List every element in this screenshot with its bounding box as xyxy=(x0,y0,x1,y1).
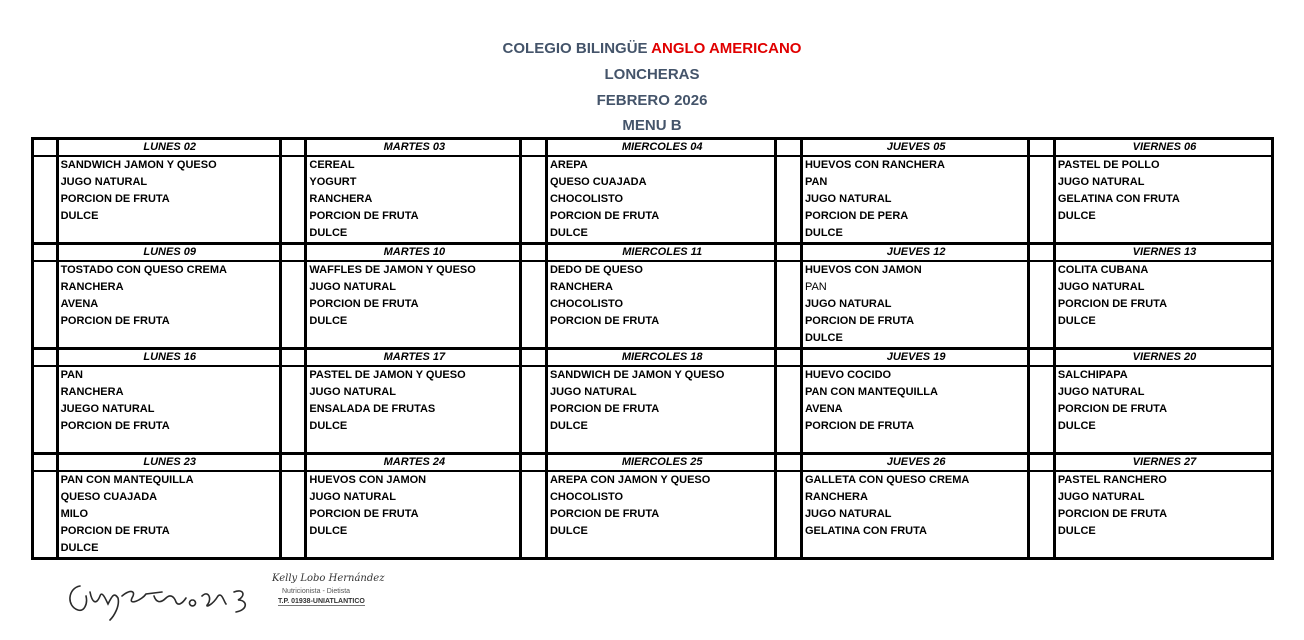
menu-item: COLITA CUBANA xyxy=(1057,264,1149,276)
column-spacer xyxy=(280,225,306,244)
column-spacer xyxy=(521,418,547,435)
menu-item: DULCE xyxy=(549,525,588,537)
column-spacer xyxy=(776,313,802,330)
handwritten-signature xyxy=(62,566,262,622)
day-header: MIERCOLES 18 xyxy=(546,349,775,367)
day-header: VIERNES 06 xyxy=(1054,139,1272,157)
menu-item: PORCION DE FRUTA xyxy=(549,210,660,222)
menu-item-row xyxy=(33,225,1273,244)
menu-item: CHOCOLISTO xyxy=(549,298,624,310)
menu-item: HUEVO COCIDO xyxy=(804,369,892,381)
column-spacer xyxy=(776,174,802,191)
day-header: MIERCOLES 25 xyxy=(546,454,775,472)
menu-item: PORCION DE FRUTA xyxy=(549,508,660,520)
menu-item: PORCION DE FRUTA xyxy=(549,403,660,415)
column-spacer xyxy=(776,139,802,157)
menu-title: MENU B xyxy=(622,117,682,134)
menu-item: AREPA xyxy=(549,159,588,171)
column-spacer xyxy=(1029,330,1055,349)
menu-item: QUESO CUAJADA xyxy=(549,176,647,188)
menu-item-row xyxy=(33,418,1273,435)
column-spacer xyxy=(521,174,547,191)
column-spacer xyxy=(1029,506,1055,523)
column-spacer xyxy=(33,191,58,208)
column-spacer xyxy=(280,401,306,418)
day-header: LUNES 16 xyxy=(57,349,280,367)
menu-item: GELATINA CON FRUTA xyxy=(804,525,927,537)
column-spacer xyxy=(776,261,802,279)
menu-item: PASTEL RANCHERO xyxy=(1057,474,1167,486)
stamp-license: T.P. 01938-UNIATLANTICO xyxy=(278,598,365,605)
column-spacer xyxy=(280,330,306,349)
column-spacer xyxy=(776,225,802,244)
menu-item-row xyxy=(33,261,1273,279)
column-spacer xyxy=(1029,244,1055,262)
column-spacer xyxy=(521,471,547,489)
column-spacer xyxy=(280,156,306,174)
menu-item: JUGO NATURAL xyxy=(804,508,892,520)
day-header: MARTES 03 xyxy=(306,139,521,157)
menu-item: AREPA CON JAMON Y QUESO xyxy=(549,474,711,486)
menu-item: HUEVOS CON JAMON xyxy=(309,474,427,486)
column-spacer xyxy=(521,366,547,384)
menu-item: DULCE xyxy=(1057,420,1096,432)
column-spacer xyxy=(33,540,58,559)
menu-item: HUEVOS CON JAMON xyxy=(804,264,922,276)
menu-item: PORCION DE FRUTA xyxy=(549,315,660,327)
column-spacer xyxy=(33,313,58,330)
menu-item: PAN CON MANTEQUILLA xyxy=(60,474,194,486)
menu-item: PORCION DE FRUTA xyxy=(60,315,170,327)
column-spacer xyxy=(521,506,547,523)
column-spacer xyxy=(280,191,306,208)
menu-item xyxy=(57,330,280,349)
menu-item-row xyxy=(33,279,1273,296)
column-spacer xyxy=(1029,489,1055,506)
column-spacer xyxy=(1029,296,1055,313)
column-spacer xyxy=(33,330,58,349)
column-spacer xyxy=(776,454,802,472)
column-spacer xyxy=(280,261,306,279)
column-spacer xyxy=(1029,366,1055,384)
column-spacer xyxy=(33,244,58,262)
column-spacer xyxy=(1029,471,1055,489)
column-spacer xyxy=(280,244,306,262)
column-spacer xyxy=(776,506,802,523)
menu-item-row xyxy=(33,523,1273,540)
day-header: JUEVES 05 xyxy=(801,139,1028,157)
day-header: VIERNES 20 xyxy=(1054,349,1272,367)
column-spacer xyxy=(33,156,58,174)
menu-item xyxy=(1054,540,1272,559)
menu-item: DULCE xyxy=(1057,210,1096,222)
menu-item: RANCHERA xyxy=(549,281,613,293)
menu-item: PORCION DE PERA xyxy=(804,210,909,222)
column-spacer xyxy=(33,384,58,401)
column-spacer xyxy=(776,156,802,174)
menu-item: MILO xyxy=(60,508,89,520)
menu-item-row xyxy=(33,296,1273,313)
menu-item: RANCHERA xyxy=(804,491,868,503)
menu-item: DULCE xyxy=(549,227,588,239)
column-spacer xyxy=(776,418,802,435)
lunch-menu-table xyxy=(31,137,1274,560)
menu-item: JUEGO NATURAL xyxy=(60,403,155,415)
column-spacer xyxy=(521,191,547,208)
stamp-name: Kelly Lobo Hernández xyxy=(272,573,385,584)
menu-body xyxy=(33,139,1273,559)
menu-item-row xyxy=(33,506,1273,523)
column-spacer xyxy=(1029,349,1055,367)
menu-item: GALLETA CON QUESO CREMA xyxy=(804,474,970,486)
column-spacer xyxy=(521,313,547,330)
menu-item: JUGO NATURAL xyxy=(309,386,396,398)
menu-item-row xyxy=(33,401,1273,418)
column-spacer xyxy=(1029,384,1055,401)
menu-item: PORCION DE FRUTA xyxy=(309,508,419,520)
column-spacer xyxy=(280,296,306,313)
menu-item: ENSALADA DE FRUTAS xyxy=(309,403,436,415)
menu-item xyxy=(306,435,521,454)
column-spacer xyxy=(521,454,547,472)
day-header: MARTES 17 xyxy=(306,349,521,367)
menu-item: PORCION DE FRUTA xyxy=(60,193,170,205)
column-spacer xyxy=(280,349,306,367)
menu-item xyxy=(1054,435,1272,454)
column-spacer xyxy=(1029,279,1055,296)
menu-item: DULCE xyxy=(1057,525,1096,537)
menu-item: JUGO NATURAL xyxy=(804,193,892,205)
column-spacer xyxy=(33,435,58,454)
column-spacer xyxy=(33,418,58,435)
school-title xyxy=(0,40,1304,57)
menu-item: JUGO NATURAL xyxy=(1057,491,1145,503)
day-header-row xyxy=(33,349,1273,367)
menu-item: SANDWICH JAMON Y QUESO xyxy=(60,159,217,171)
column-spacer xyxy=(33,279,58,296)
menu-item: AVENA xyxy=(60,298,99,310)
menu-item: PAN xyxy=(804,281,827,293)
menu-item: DULCE xyxy=(1057,315,1096,327)
menu-item: QUESO CUAJADA xyxy=(60,491,158,503)
menu-item: JUGO NATURAL xyxy=(1057,386,1145,398)
menu-item: PASTEL DE POLLO xyxy=(1057,159,1160,171)
menu-item: JUGO NATURAL xyxy=(549,386,637,398)
menu-item: PORCION DE FRUTA xyxy=(804,315,915,327)
menu-item xyxy=(57,435,280,454)
column-spacer xyxy=(521,244,547,262)
menu-item xyxy=(306,330,521,349)
day-header: MARTES 10 xyxy=(306,244,521,262)
column-spacer xyxy=(1029,208,1055,225)
column-spacer xyxy=(521,401,547,418)
column-spacer xyxy=(33,296,58,313)
column-spacer xyxy=(33,349,58,367)
column-spacer xyxy=(33,208,58,225)
menu-item: DULCE xyxy=(804,332,843,344)
menu-item: PAN CON MANTEQUILLA xyxy=(804,386,938,398)
menu-item-row xyxy=(33,156,1273,174)
menu-item-row xyxy=(33,330,1273,349)
day-header: MIERCOLES 04 xyxy=(546,139,775,157)
column-spacer xyxy=(33,489,58,506)
menu-item-row xyxy=(33,313,1273,330)
menu-item: PORCION DE FRUTA xyxy=(309,210,419,222)
menu-item xyxy=(306,540,521,559)
menu-item: DEDO DE QUESO xyxy=(549,264,643,276)
menu-item: JUGO NATURAL xyxy=(1057,176,1145,188)
menu-item: TOSTADO CON QUESO CREMA xyxy=(60,264,227,276)
column-spacer xyxy=(1029,225,1055,244)
column-spacer xyxy=(1029,523,1055,540)
column-spacer xyxy=(280,208,306,225)
menu-item: PORCION DE FRUTA xyxy=(1057,508,1168,520)
column-spacer xyxy=(1029,313,1055,330)
column-spacer xyxy=(280,506,306,523)
column-spacer xyxy=(521,208,547,225)
column-spacer xyxy=(1029,261,1055,279)
column-spacer xyxy=(521,330,547,349)
column-spacer xyxy=(776,384,802,401)
column-spacer xyxy=(280,139,306,157)
column-spacer xyxy=(776,296,802,313)
column-spacer xyxy=(521,296,547,313)
menu-item: CEREAL xyxy=(309,159,355,171)
column-spacer xyxy=(776,366,802,384)
menu-item: RANCHERA xyxy=(309,193,373,205)
menu-item: DULCE xyxy=(804,227,843,239)
menu-item: AVENA xyxy=(804,403,843,415)
menu-item-row xyxy=(33,208,1273,225)
menu-item-row xyxy=(33,384,1273,401)
menu-item xyxy=(801,540,1028,559)
column-spacer xyxy=(521,489,547,506)
day-header: JUEVES 19 xyxy=(801,349,1028,367)
column-spacer xyxy=(776,330,802,349)
column-spacer xyxy=(1029,540,1055,559)
column-spacer xyxy=(33,401,58,418)
column-spacer xyxy=(521,540,547,559)
column-spacer xyxy=(776,279,802,296)
menu-item: JUGO NATURAL xyxy=(60,176,148,188)
column-spacer xyxy=(776,523,802,540)
column-spacer xyxy=(776,471,802,489)
menu-item: DULCE xyxy=(60,542,99,554)
column-spacer xyxy=(521,225,547,244)
menu-item: DULCE xyxy=(309,227,348,239)
column-spacer xyxy=(521,523,547,540)
column-spacer xyxy=(33,506,58,523)
day-header: MIERCOLES 11 xyxy=(546,244,775,262)
menu-item: PAN xyxy=(804,176,828,188)
subtitle: LONCHERAS xyxy=(604,66,700,83)
column-spacer xyxy=(776,489,802,506)
day-header-row xyxy=(33,454,1273,472)
menu-item-row xyxy=(33,191,1273,208)
column-spacer xyxy=(1029,418,1055,435)
menu-item: YOGURT xyxy=(309,176,357,188)
day-header: VIERNES 13 xyxy=(1054,244,1272,262)
menu-item-row xyxy=(33,489,1273,506)
stamp-role: Nutricionista - Dietista xyxy=(282,588,351,595)
menu-item: HUEVOS CON RANCHERA xyxy=(804,159,945,171)
column-spacer xyxy=(1029,191,1055,208)
column-spacer xyxy=(33,261,58,279)
menu-item: CHOCOLISTO xyxy=(549,491,624,503)
menu-item: SALCHIPAPA xyxy=(1057,369,1128,381)
menu-item: PORCION DE FRUTA xyxy=(1057,403,1168,415)
menu-item: PORCION DE FRUTA xyxy=(60,420,170,432)
menu-item xyxy=(1054,330,1272,349)
column-spacer xyxy=(280,454,306,472)
menu-item: DULCE xyxy=(60,210,99,222)
column-spacer xyxy=(280,279,306,296)
column-spacer xyxy=(1029,139,1055,157)
column-spacer xyxy=(280,384,306,401)
menu-item-row xyxy=(33,471,1273,489)
column-spacer xyxy=(1029,435,1055,454)
menu-item: PORCION DE FRUTA xyxy=(1057,298,1168,310)
menu-item: WAFFLES DE JAMON Y QUESO xyxy=(309,264,476,276)
column-spacer xyxy=(521,139,547,157)
menu-item: JUGO NATURAL xyxy=(309,491,396,503)
menu-item: JUGO NATURAL xyxy=(1057,281,1145,293)
menu-item xyxy=(546,330,775,349)
menu-item: JUGO NATURAL xyxy=(309,281,396,293)
column-spacer xyxy=(33,523,58,540)
day-header-row xyxy=(33,139,1273,157)
menu-item: DULCE xyxy=(309,525,348,537)
menu-item: PAN xyxy=(60,369,83,381)
menu-item-row xyxy=(33,540,1273,559)
column-spacer xyxy=(776,540,802,559)
column-spacer xyxy=(33,471,58,489)
column-spacer xyxy=(521,261,547,279)
column-spacer xyxy=(280,489,306,506)
day-header: JUEVES 26 xyxy=(801,454,1028,472)
column-spacer xyxy=(776,244,802,262)
menu-item: PORCION DE FRUTA xyxy=(309,298,419,310)
column-spacer xyxy=(33,366,58,384)
menu-item: GELATINA CON FRUTA xyxy=(1057,193,1180,205)
menu-item xyxy=(801,435,1028,454)
menu-item: DULCE xyxy=(549,420,588,432)
column-spacer xyxy=(1029,156,1055,174)
column-spacer xyxy=(521,156,547,174)
nutritionist-stamp xyxy=(268,573,408,623)
column-spacer xyxy=(521,435,547,454)
column-spacer xyxy=(521,279,547,296)
column-spacer xyxy=(280,313,306,330)
menu-item: DULCE xyxy=(309,315,348,327)
menu-item-row xyxy=(33,174,1273,191)
column-spacer xyxy=(280,418,306,435)
day-header: MARTES 24 xyxy=(306,454,521,472)
column-spacer xyxy=(776,401,802,418)
column-spacer xyxy=(280,174,306,191)
column-spacer xyxy=(33,225,58,244)
day-header: LUNES 09 xyxy=(57,244,280,262)
menu-item xyxy=(546,435,775,454)
column-spacer xyxy=(1029,174,1055,191)
column-spacer xyxy=(776,435,802,454)
column-spacer xyxy=(280,540,306,559)
day-header: VIERNES 27 xyxy=(1054,454,1272,472)
column-spacer xyxy=(776,349,802,367)
day-header: LUNES 23 xyxy=(57,454,280,472)
column-spacer xyxy=(776,191,802,208)
day-header: JUEVES 12 xyxy=(801,244,1028,262)
menu-item: DULCE xyxy=(309,420,348,432)
school-highlight: ANGLO AMERICANO xyxy=(651,40,802,57)
menu-item xyxy=(546,540,775,559)
menu-item: SANDWICH DE JAMON Y QUESO xyxy=(549,369,725,381)
column-spacer xyxy=(33,454,58,472)
menu-item: CHOCOLISTO xyxy=(549,193,624,205)
column-spacer xyxy=(1029,401,1055,418)
column-spacer xyxy=(280,471,306,489)
menu-item: RANCHERA xyxy=(60,386,124,398)
column-spacer xyxy=(521,349,547,367)
menu-item-row xyxy=(33,435,1273,454)
column-spacer xyxy=(776,208,802,225)
menu-item: JUGO NATURAL xyxy=(804,298,892,310)
column-spacer xyxy=(1029,454,1055,472)
day-header: LUNES 02 xyxy=(57,139,280,157)
menu-item: RANCHERA xyxy=(60,281,124,293)
menu-item-row xyxy=(33,366,1273,384)
day-header-row xyxy=(33,244,1273,262)
column-spacer xyxy=(521,384,547,401)
column-spacer xyxy=(280,435,306,454)
school-prefix: COLEGIO BILINGÜE xyxy=(502,40,648,57)
menu-item xyxy=(57,225,280,244)
menu-item: PASTEL DE JAMON Y QUESO xyxy=(309,369,466,381)
month-title: FEBRERO 2026 xyxy=(596,92,708,109)
menu-item xyxy=(1054,225,1272,244)
menu-item: PORCION DE FRUTA xyxy=(60,525,170,537)
column-spacer xyxy=(33,174,58,191)
column-spacer xyxy=(280,523,306,540)
column-spacer xyxy=(280,366,306,384)
column-spacer xyxy=(33,139,58,157)
menu-item: PORCION DE FRUTA xyxy=(804,420,915,432)
